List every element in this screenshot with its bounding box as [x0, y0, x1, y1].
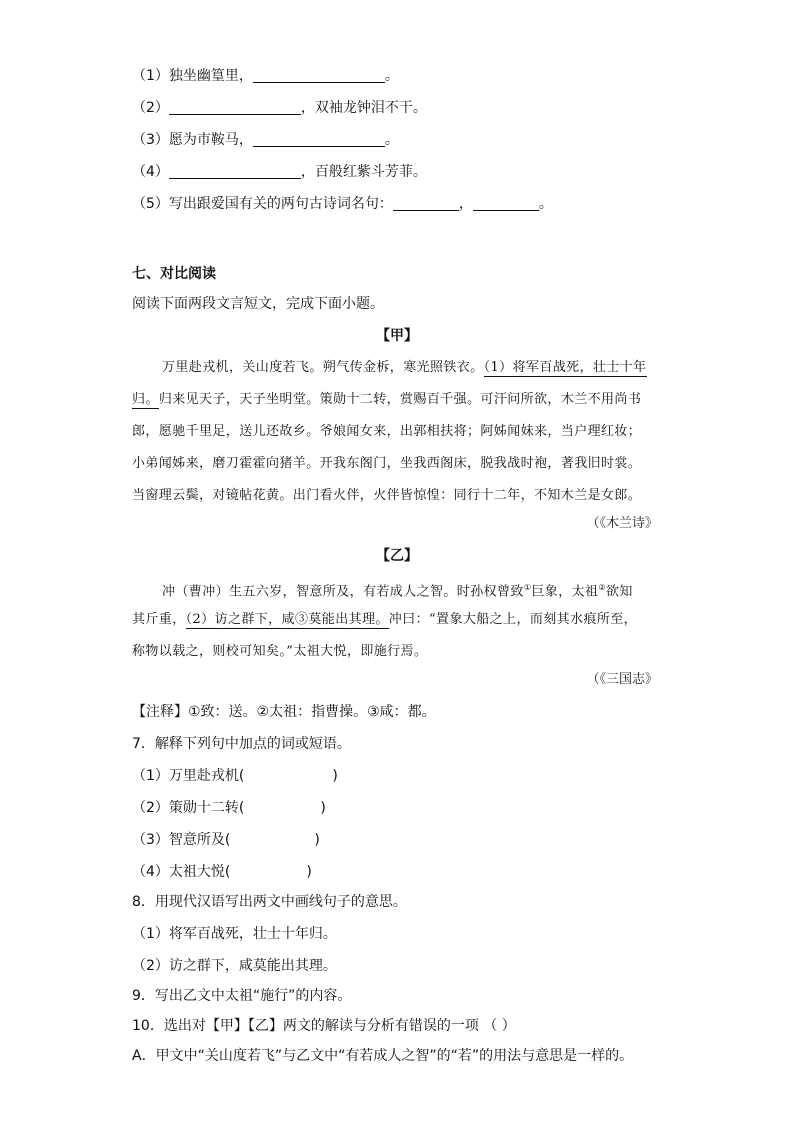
question-9-stem: 9．写出乙文中太祖“施行”的内容。	[132, 988, 352, 1004]
answer-blank[interactable]	[169, 100, 301, 115]
answer-blank[interactable]	[169, 164, 301, 179]
note-marker: ③	[294, 612, 309, 627]
passage-jia-line: 当窗理云鬓，对镜帖花黄。出门看火伴，火伴皆惊惶：同行十二年，不知木兰是女郎。	[132, 488, 642, 503]
answer-blank[interactable]	[253, 68, 385, 83]
question-7-item: （4）太祖大悦( )	[132, 864, 312, 880]
fill-item-1: （1）独坐幽篁里， 。	[132, 68, 399, 84]
answer-blank[interactable]	[253, 132, 385, 147]
passage-jia-line: 小弟闻姊来，磨刀霍霍向猪羊。开我东阁门，坐我西阁床，脱我战时袍，著我旧时裳。	[132, 456, 642, 471]
answer-blank[interactable]	[473, 196, 539, 211]
question-8-stem: 8．用现代汉语写出两文中画线句子的意思。	[132, 894, 407, 910]
passage-jia-heading: 【甲】	[376, 328, 418, 344]
passage-jia-source: （《木兰诗》	[586, 516, 658, 531]
question-7-item: （1）万里赴戎机( )	[132, 768, 338, 784]
question-8-item: （1）将军百战死，壮士十年归。	[132, 926, 337, 942]
fill-item-5: （5）写出跟爱国有关的两句古诗词名句： ， 。	[132, 196, 553, 212]
section-title: 七、对比阅读	[132, 266, 216, 282]
passage-jia-line: 万里赴戎机，关山度若飞。朔气传金柝，寒光照铁衣。（1）将军百战死，壮士十年	[162, 360, 647, 375]
passage-yi-line: 称物以载之，则校可知矣。”太祖大悦，即施行焉。	[132, 644, 428, 659]
passage-yi-line: 冲（曹冲）生五六岁，智意所及，有若成人之智。时孙权曾致①巨象，太祖②欲知	[162, 583, 633, 600]
section-instruction: 阅读下面两段文言短文，完成下面小题。	[132, 296, 384, 312]
passage-yi-heading: 【乙】	[376, 548, 418, 564]
annotation-notes: 【注释】①致：送。②太祖：指曹操。③咸：都。	[132, 704, 436, 720]
underlined-sentence: （2）访之群下，咸③莫能出其理。	[185, 612, 389, 627]
note-marker: ②	[598, 583, 606, 592]
question-7-stem: 7．解释下列句中加点的词或短语。	[132, 736, 351, 752]
question-10-stem: 10．选出对【甲】【乙】两文的解读与分析有错误的一项 （ ）	[132, 1018, 516, 1034]
answer-blank[interactable]	[393, 196, 459, 211]
passage-yi-line: 其斤重，（2）访之群下，咸③莫能出其理。冲曰：“置象大船之上，而刻其水痕所至，	[132, 612, 638, 627]
fill-item-2: （2） ，双袖龙钟泪不干。	[132, 100, 427, 116]
fill-item-4: （4） ，百般红紫斗芳菲。	[132, 164, 427, 180]
question-7-item: （2）策勋十二转( )	[132, 800, 326, 816]
underlined-sentence: （1）将军百战死，壮士十年	[483, 360, 647, 375]
underlined-sentence: 归。	[132, 392, 159, 407]
passage-jia-line: 归。归来见天子，天子坐明堂。策勋十二转，赏赐百千强。可汗问所欲，木兰不用尚书	[132, 392, 642, 407]
question-7-item: （3）智意所及( )	[132, 832, 320, 848]
fill-item-3: （3）愿为市鞍马， 。	[132, 132, 399, 148]
passage-jia-line: 郎，愿驰千里足，送儿还故乡。爷娘闻女来，出郭相扶将；阿姊闻妹来，当户理红妆；	[132, 424, 642, 439]
note-marker: ①	[523, 583, 532, 592]
passage-yi-source: （《三国志》	[586, 672, 658, 687]
question-8-item: （2）访之群下，咸莫能出其理。	[132, 958, 337, 974]
question-10-option-a[interactable]: A．甲文中“关山度若飞”与乙文中“有若成人之智”的“若”的用法与意思是一样的。	[132, 1048, 634, 1064]
